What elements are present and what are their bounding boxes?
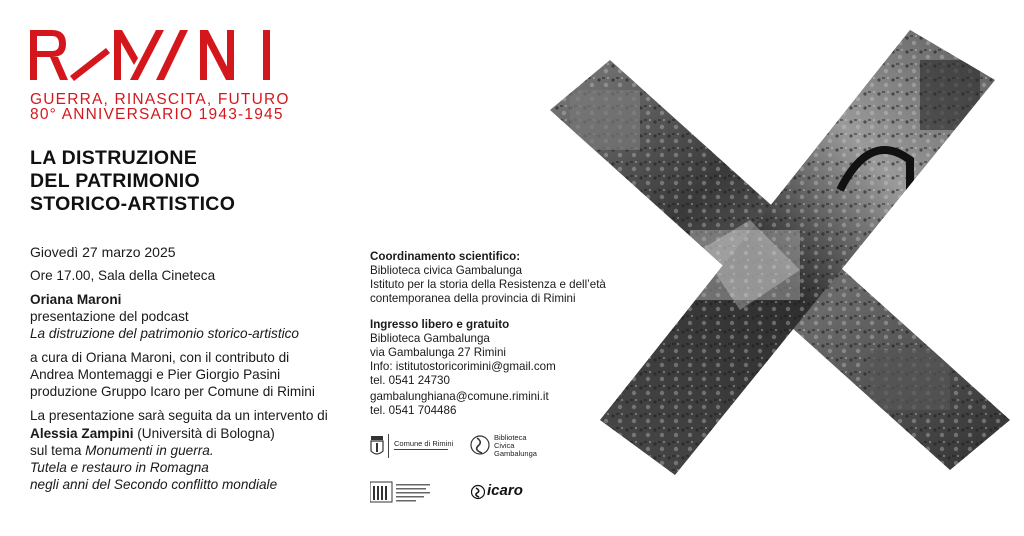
- biblioteca-emblem-icon: [470, 432, 490, 458]
- entry-email-2[interactable]: gambalunghiana@comune.rimini.it: [370, 390, 549, 403]
- credits-line-2: Andrea Montemaggi e Pier Giorgio Pasini: [30, 367, 281, 382]
- entry-heading: Ingresso libero e gratuito: [370, 318, 510, 331]
- guest-name: Alessia Zampini: [30, 426, 134, 441]
- topic-prefix: sul tema: [30, 443, 86, 458]
- entry-line-1: Biblioteca Gambalunga: [370, 332, 490, 345]
- subtitle-line-1: GUERRA, RINASCITA, FUTURO: [30, 91, 290, 108]
- istituto-storico-logo: [370, 480, 440, 504]
- speaker-name: Oriana Maroni: [30, 292, 122, 307]
- entry-phone-1: tel. 0541 24730: [370, 374, 450, 387]
- subtitle-line-2: 80° ANNIVERSARIO 1943-1945: [30, 106, 284, 123]
- topic-line-3: negli anni del Secondo conflitto mondiale: [30, 477, 278, 492]
- topic-line-2: Tutela e restauro in Romagna: [30, 460, 209, 475]
- x-photo-collage: [540, 20, 1024, 490]
- credits-line-3: produzione Gruppo Icaro per Comune di Rimini: [30, 384, 315, 399]
- biblioteca-label-3: Gambalunga: [494, 449, 537, 458]
- entry-line-2: via Gambalunga 27 Rimini: [370, 346, 506, 359]
- title-line-1: LA DISTRUZIONE: [30, 147, 198, 169]
- entry-phone-2: tel. 0541 704486: [370, 404, 457, 417]
- topic-title-1: Monumenti in guerra.: [85, 443, 214, 458]
- guest-affiliation: (Università di Bologna): [133, 426, 275, 441]
- title-line-2: DEL PATRIMONIO: [30, 170, 200, 192]
- podcast-title: La distruzione del patrimonio storico-artistico: [30, 326, 299, 341]
- coordination-line-3: contemporanea della provincia di Rimini: [370, 292, 576, 305]
- istituto-emblem-icon: [370, 480, 434, 504]
- followup-line: La presentazione sarà seguita da un intervento di: [30, 408, 328, 423]
- credits-line-1: a cura di Oriana Maroni, con il contributo di: [30, 350, 290, 365]
- icaro-logo: [471, 482, 541, 502]
- coordination-heading: Coordinamento scientifico:: [370, 250, 521, 263]
- coordination-line-1: Biblioteca civica Gambalunga: [370, 264, 523, 277]
- biblioteca-label-2: Civica: [494, 441, 515, 450]
- title-line-3: STORICO-ARTISTICO: [30, 193, 236, 215]
- icaro-label: icaro: [487, 482, 523, 499]
- rimini-logo: [30, 30, 280, 82]
- coordination-line-2: Istituto per la storia della Resistenza e dell’età: [370, 278, 606, 291]
- biblioteca-label-1: Biblioteca: [494, 433, 527, 442]
- guest-line: [30, 426, 275, 442]
- icaro-emblem-icon: [471, 484, 485, 500]
- event-time-place: Ore 17.00, Sala della Cineteca: [30, 268, 216, 283]
- event-date: Giovedì 27 marzo 2025: [30, 244, 176, 260]
- comune-rimini-logo: [370, 434, 460, 460]
- biblioteca-logo: [470, 432, 540, 462]
- comune-label: Comune di Rimini: [394, 439, 454, 448]
- presentation-of: presentazione del podcast: [30, 309, 189, 324]
- entry-email-1[interactable]: Info: istitutostoricorimini@gmail.com: [370, 360, 556, 373]
- topic-line-1: [30, 443, 214, 459]
- coat-of-arms-icon: [370, 434, 384, 458]
